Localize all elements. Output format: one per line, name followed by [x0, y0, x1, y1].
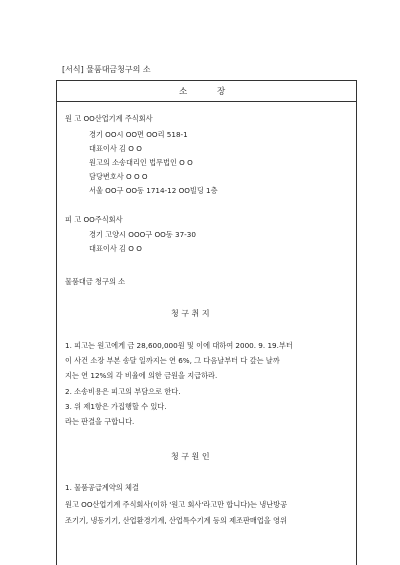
- plaintiff-address: 경기 OO시 OO면 OO리 518-1: [89, 130, 188, 139]
- causes-line: 1. 물품공급계약의 체결: [65, 483, 139, 492]
- case-name: 물품대금 청구의 소: [65, 277, 126, 286]
- plaintiff-counsel-address: 서울 OO구 OO동 1714-12 OO빌딩 1층: [89, 186, 218, 195]
- defendant-address: 경기 고양시 OOO구 OO동 37-30: [89, 230, 196, 239]
- causes-heading: 청 구 원 인: [171, 452, 210, 461]
- causes-line: 원고 OO산업기계 주식회사(이하 '원고 회사'라고만 합니다)는 냉난방공: [65, 500, 288, 509]
- title-char-1: 소: [179, 87, 188, 97]
- causes-line: 조기기, 냉동기기, 산업환경기계, 산업특수기계 등의 제조판매업을 영위: [65, 516, 287, 525]
- claims-line: 3. 위 제1항은 가집행할 수 있다.: [65, 402, 167, 411]
- complaint-form: [56, 80, 357, 565]
- plaintiff-counsel: 원고의 소송대리인 법무법인 O O: [89, 158, 193, 167]
- plaintiff-ceo: 대표이사 김 O O: [89, 144, 142, 153]
- claims-line: 이 사건 소장 부본 송달 일까지는 연 6%, 그 다음날부터 다 갚는 날까: [65, 356, 280, 365]
- plaintiff-label: 원 고 OO산업기계 주식회사: [65, 114, 153, 123]
- defendant-ceo: 대표이사 김 O O: [89, 244, 142, 253]
- title-char-2: 장: [217, 87, 226, 97]
- claims-heading: 청 구 취 지: [171, 309, 210, 318]
- defendant-label: 피 고 OO주식회사: [65, 215, 123, 224]
- plaintiff-lawyer: 담당변호사 O O O: [89, 172, 148, 181]
- title-row: [57, 81, 356, 102]
- claims-line: 지는 연 12%의 각 비율에 의한 금원을 지급하라.: [65, 371, 218, 380]
- claims-line: 라는 판결을 구합니다.: [65, 417, 135, 426]
- claims-line: 2. 소송비용은 피고의 부담으로 한다.: [65, 387, 181, 396]
- document-caption: [서식] 물품대금청구의 소: [62, 65, 151, 74]
- claims-line: 1. 피고는 원고에게 금 28,600,000원 및 이에 대하여 2000. 9. 19.부터: [65, 341, 293, 350]
